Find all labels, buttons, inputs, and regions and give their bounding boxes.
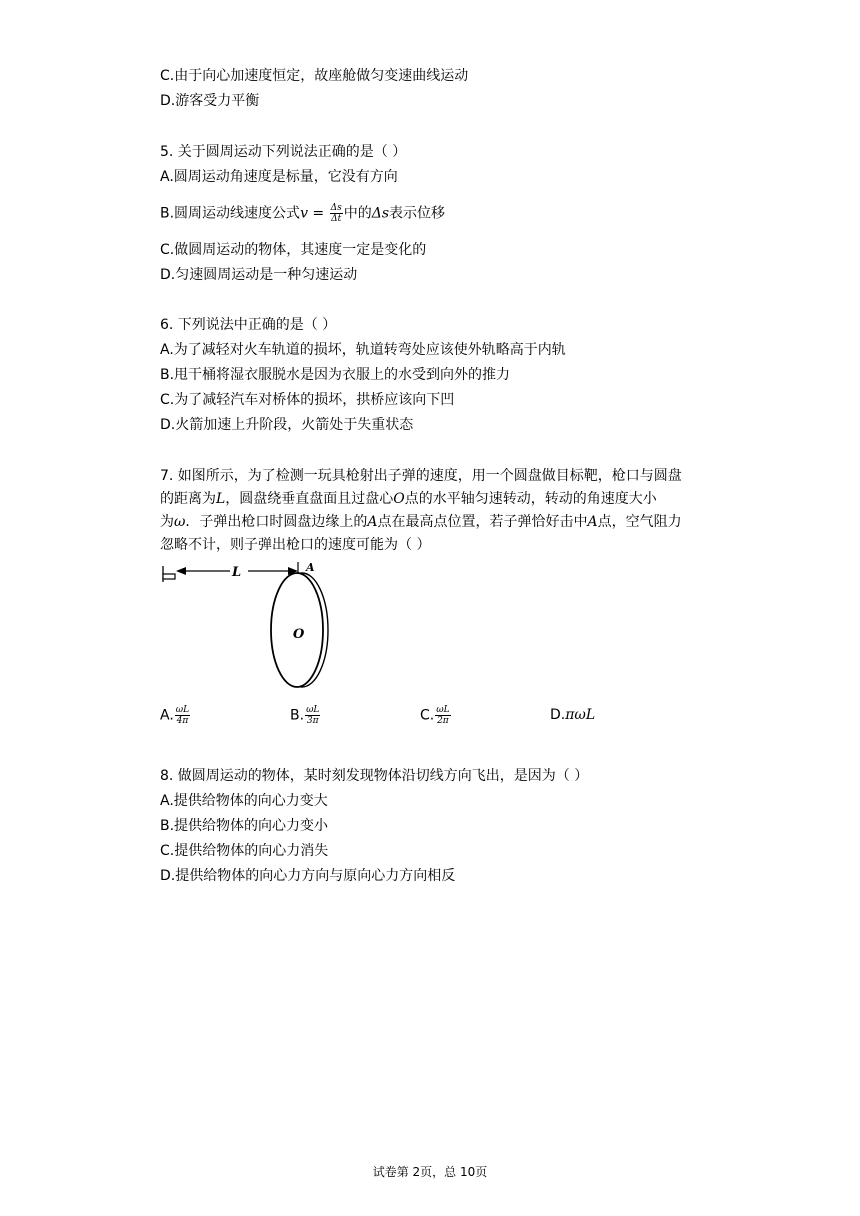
q8-option-b: B.提供给物体的向心力变小 xyxy=(160,818,329,834)
q5-fraction xyxy=(330,203,343,224)
q7-l3-mid: ．子弹出枪口时圆盘边缘上的 xyxy=(185,514,368,530)
q7-var-a: A xyxy=(367,514,378,530)
q6-stem: 6. 下列说法中正确的是（ ） xyxy=(160,317,337,333)
q5-option-c: C.做圆周运动的物体，其速度一定是变化的 xyxy=(160,242,427,258)
q5-fraction-den: Δt xyxy=(331,214,342,224)
q6-option-a: A.为了减轻对火车轨道的损坏，轨道转弯处应该使外轨略高于内轨 xyxy=(160,342,566,358)
q7-option-b-letter: B. xyxy=(290,707,305,724)
q5-option-b xyxy=(160,203,445,224)
q8-option-d: D.提供给物体的向心力方向与原向心力方向相反 xyxy=(160,868,456,884)
q6-option-b: B.甩干桶将湿衣服脱水是因为衣服上的水受到向外的推力 xyxy=(160,367,511,383)
q7-disc-figure xyxy=(160,558,340,692)
q5-option-b-text: B.圆周运动线速度公式 xyxy=(160,205,301,222)
label-a: A xyxy=(306,561,315,574)
q7-option-b-num: ωL xyxy=(306,705,320,715)
q7-option-b xyxy=(290,705,321,726)
q7-stem-line4: 忽略不计，则子弹出枪口的速度可能为（ ） xyxy=(160,537,431,553)
q7-option-c-letter: C. xyxy=(420,707,435,724)
page-footer: 试卷第 2页，总 10页 xyxy=(372,1165,488,1179)
q7-l2-pre: 的距离为 xyxy=(160,491,216,507)
q7-option-a-fraction xyxy=(175,705,190,726)
q6-option-d: D.火箭加速上升阶段，火箭处于失重状态 xyxy=(160,417,414,433)
label-o: O xyxy=(293,627,305,642)
q7-option-a xyxy=(160,705,191,726)
q4-option-c: C.由于向心加速度恒定，故座舱做匀变速曲线运动 xyxy=(160,68,469,84)
q7-option-d-letter: D. xyxy=(550,707,566,723)
q7-option-c-num: ωL xyxy=(436,705,450,715)
q7-option-a-letter: A. xyxy=(160,707,174,724)
q5-var-v: v xyxy=(300,205,308,222)
q7-option-c-den: 2π xyxy=(437,716,449,726)
q7-var-o: O xyxy=(393,491,405,507)
q6-option-c: C.为了减轻汽车对桥体的损坏，拱桥应该向下凹 xyxy=(160,392,455,408)
q8-option-a: A.提供给物体的向心力变大 xyxy=(160,793,328,809)
q7-option-a-num: ωL xyxy=(175,705,190,715)
q4-option-d: D.游客受力平衡 xyxy=(160,93,260,109)
q8-stem: 8. 做圆周运动的物体，某时刻发现物体沿切线方向飞出，是因为（ ） xyxy=(160,768,589,784)
q5-option-b-mid: 中的 xyxy=(343,205,372,222)
q7-option-b-fraction xyxy=(305,705,320,726)
q5-option-a: A.圆周运动角速度是标量，它没有方向 xyxy=(160,169,398,185)
q7-l2-mid: ，圆盘绕垂直盘面且过盘心 xyxy=(225,491,394,507)
q7-option-a-den: 4π xyxy=(176,716,189,726)
q7-option-d xyxy=(550,705,595,725)
q8-option-c: C.提供给物体的向心力消失 xyxy=(160,843,329,859)
gun-muzzle-icon xyxy=(163,566,175,582)
q5-stem: 5. 关于圆周运动下列说法正确的是（ ） xyxy=(160,144,407,160)
q7-l3-pre: 为 xyxy=(160,514,174,530)
q7-l2-post: 点的水平轴匀速转动，转动的角速度大小 xyxy=(404,491,657,507)
q7-var-l: L xyxy=(216,491,226,507)
q7-option-c-fraction xyxy=(435,705,450,726)
q5-option-b-post: 表示位移 xyxy=(389,205,446,222)
q5-option-d: D.匀速圆周运动是一种匀速运动 xyxy=(160,267,358,283)
q7-option-d-math: πωL xyxy=(565,707,596,723)
q7-option-c xyxy=(420,705,452,726)
q5-var-ds: Δs xyxy=(371,205,390,222)
q7-stem-line3 xyxy=(160,512,682,532)
label-l: L xyxy=(232,565,242,580)
q7-var-a2: A xyxy=(587,514,598,530)
q7-l3-post2: 点，空气阻力 xyxy=(597,514,682,530)
q7-option-b-den: 3π xyxy=(306,716,319,726)
q7-var-omega: ω xyxy=(174,514,186,530)
q7-l3-post: 点在最高点位置，若子弹恰好击中 xyxy=(377,514,588,530)
q5-equals: = xyxy=(307,205,329,222)
q7-stem-line2 xyxy=(160,489,657,509)
q7-stem-line1: 7. 如图所示，为了检测一玩具枪射出子弹的速度，用一个圆盘做目标靶，枪口与圆盘 xyxy=(160,468,682,484)
q5-fraction-num: Δs xyxy=(330,203,342,213)
